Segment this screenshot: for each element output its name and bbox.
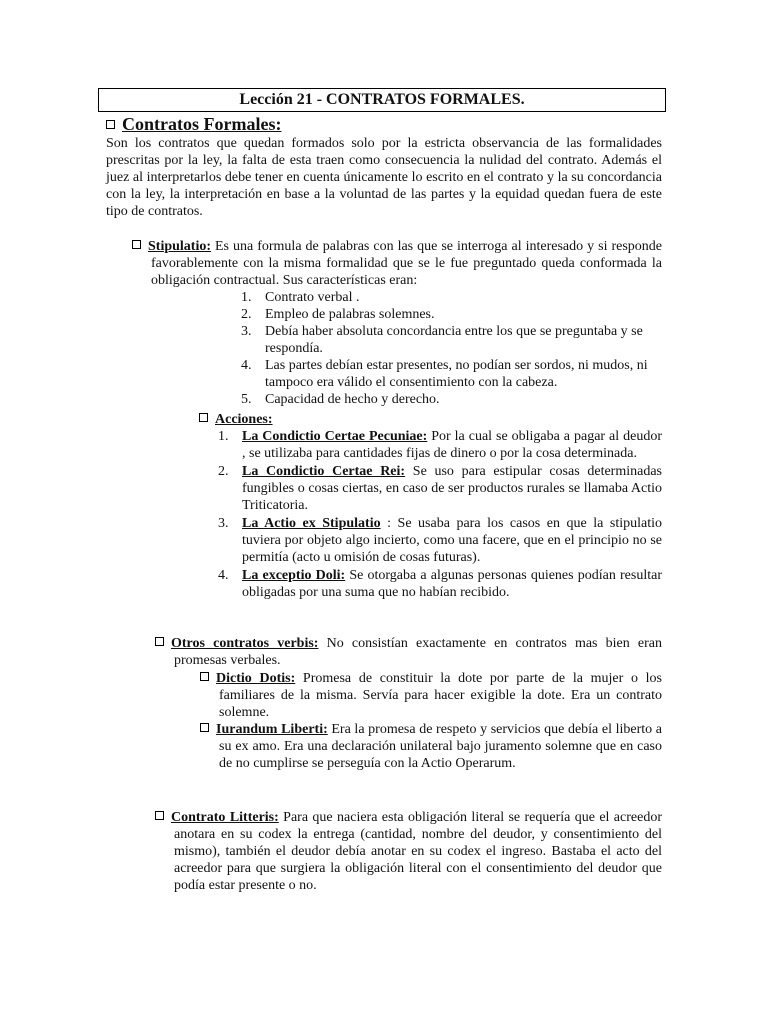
stipulatio-text: Es una formula de palabras con las que se interroga al interesado y si responde favorablemente con la misma formalidad que se le fue preguntado queda conformada la obligación contractual. Sus características eran: [151, 239, 662, 288]
list-item: 3. Debía haber absoluta concordancia entre los que se preguntaba y se respondía. [241, 324, 643, 356]
acciones-heading: Acciones: [199, 411, 273, 428]
list-item: 3. La Actio ex Stipulatio : Se usaba para los casos en que la stipulatio tuviera por objeto algo incierto, como una facere, que en el principio no se permitía (acto u omisión de cosas futuras). [218, 516, 662, 565]
list-item: 1. La Condictio Certae Pecuniae: Por la cual se obligaba a pagar al deudor , se utilizaba para cantidades fijas de dinero o por la cosa determinada. [218, 429, 662, 461]
checkbox-bullet-icon [106, 120, 115, 129]
section-heading [106, 114, 281, 134]
section-intro: Son los contratos que quedan formados solo por la estricta observancia de las formalidades prescritas por la ley, la falta de esta traen como consecuencia la nulidad del contrato. Además el juez al interpretarlos debe tener en cuenta únicamente lo escrito en el contrato y la su concordancia con la ley, la interpretación en base a la voluntad de las partes y la equidad quedan fuera de este tipo de contratos. [106, 136, 662, 219]
otros-block [155, 635, 662, 669]
list-item: 4. La exceptio Doli: Se otorgaba a algunas personas quienes podían resultar obligadas por una suma que no habían recibido. [218, 568, 662, 600]
lesson-title: Lección 21 - CONTRATOS FORMALES. [98, 88, 666, 112]
stipulatio-term: Stipulatio: [148, 239, 212, 254]
list-item: 5. Capacidad de hecho y derecho. [241, 392, 440, 407]
acciones-list [218, 428, 662, 601]
otros-items [200, 670, 662, 772]
section-heading-text: Contratos Formales: [122, 114, 282, 134]
list-item: 2. La Condictio Certae Rei: Se uso para estipular cosas determinadas fungibles o cosas ciertas, en caso de ser productos rurales se llamaba Actio Triticatoria. [218, 464, 662, 513]
checkbox-bullet-icon [200, 723, 209, 732]
otros-text: No consistían exactamente en contratos mas bien eran promesas verbales. [174, 636, 662, 668]
list-item: 2. Empleo de palabras solemnes. [241, 307, 435, 322]
checkbox-bullet-icon [199, 413, 208, 422]
litteris-block [155, 809, 662, 894]
checkbox-bullet-icon [200, 672, 209, 681]
list-item: 4. Las partes debían estar presentes, no podían ser sordos, ni mudos, ni tampoco era válido el consentimiento con la cabeza. [241, 358, 648, 390]
litteris-paragraph [155, 809, 662, 894]
checkbox-bullet-icon [155, 637, 164, 646]
checkbox-bullet-icon [132, 240, 141, 249]
stipulatio-block [132, 238, 662, 289]
otros-term: Otros contratos verbis: [171, 636, 319, 651]
list-item: Dictio Dotis: Promesa de constituir la dote por parte de la mujer o los familiares de la misma. Servía para hacer exigible la dote. Era un contrato solemne. [200, 670, 662, 721]
stipulatio-paragraph [132, 238, 662, 289]
characteristics-list [241, 289, 662, 408]
litteris-term: Contrato Litteris: [171, 810, 279, 825]
list-item: 1. Contrato verbal . [241, 290, 360, 305]
checkbox-bullet-icon [155, 811, 164, 820]
list-item: Iurandum Liberti: Era la promesa de respeto y servicios que debía el liberto a su ex amo. Era una declaración unilateral bajo juramento solemne que en caso de no cumplirse se perseguía con la Actio Operarum. [200, 721, 662, 772]
otros-paragraph [155, 635, 662, 669]
litteris-text: Para que naciera esta obligación literal se requería que el acreedor anotara en su codex la entrega (cantidad, nombre del deudor, y consentimiento del mismo), también el deudor debía anotar en su codex el ingreso. Bastaba el acto del acreedor para que surgiera la obligación literal con el consentimiento del deudor que podía estar presente o no. [174, 810, 662, 893]
